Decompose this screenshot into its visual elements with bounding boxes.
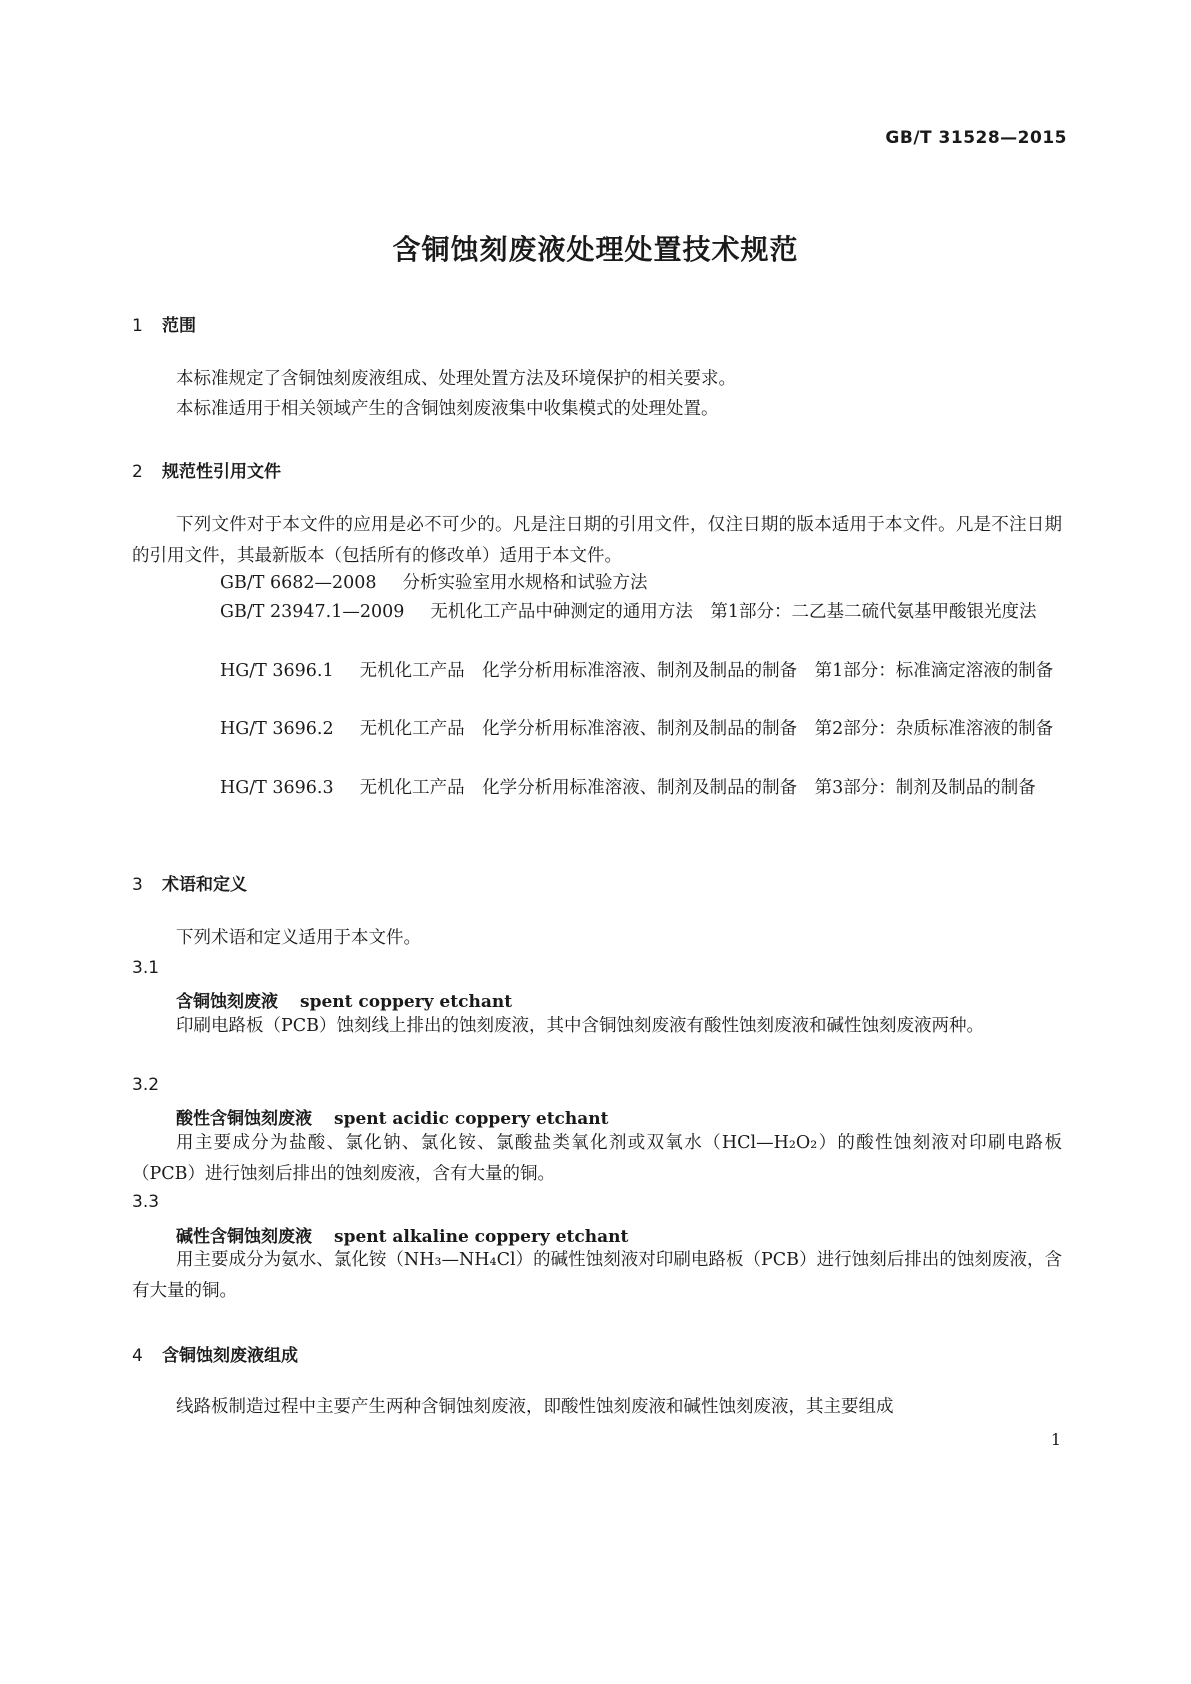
paragraph: 本标准适用于相关领域产生的含铜蚀刻废液集中收集模式的处理处置。 [176,399,719,419]
reference-code: GB/T 6682—2008 [220,573,377,593]
term-chinese: 含铜蚀刻废液 [176,992,278,1012]
section-2-heading [132,457,281,482]
reference-item [132,656,1062,687]
reference-code: GB/T 23947.1—2009 [220,602,405,622]
term-number: 3.3 [132,1192,160,1212]
reference-title: 无机化工产品 化学分析用标准溶液、制剂及制品的制备 第3部分：制剂及制品的制备 [359,778,1036,798]
term-english: spent acidic coppery etchant [334,1109,609,1129]
reference-title: 分析实验室用水规格和试验方法 [402,573,648,593]
paragraph: 线路板制造过程中主要产生两种含铜蚀刻废液，即酸性蚀刻废液和碱性蚀刻废液，其主要组成 [176,1397,894,1417]
term-heading [176,1104,608,1129]
term-english: spent coppery etchant [300,992,513,1012]
term-definition: 印刷电路板（PCB）蚀刻线上排出的蚀刻废液，其中含铜蚀刻废液有酸性蚀刻废液和碱性蚀刻废液两种。 [176,1016,985,1036]
reference-item [132,714,1062,745]
section-title: 规范性引用文件 [162,462,281,482]
section-title: 含铜蚀刻废液组成 [162,1346,298,1366]
term-definition: 用主要成分为盐酸、氯化钠、氯化铵、氯酸盐类氧化剂或双氧水（HCl—H₂O₂）的酸性蚀刻液对印刷电路板（PCB）进行蚀刻后排出的蚀刻废液，含有大量的铜。 [132,1133,1062,1184]
term-definition: 用主要成分为氨水、氯化铵（NH₃—NH₄Cl）的碱性蚀刻液对印刷电路板（PCB）进行蚀刻后排出的蚀刻废液，含有大量的铜。 [132,1250,1062,1301]
reference-code: HG/T 3696.2 [220,719,334,739]
paragraph: 下列术语和定义适用于本文件。 [176,928,421,948]
term-heading [176,1222,628,1247]
reference-code: HG/T 3696.1 [220,661,334,681]
reference-item [132,773,1062,804]
section-4-heading [132,1341,298,1366]
term-number: 3.1 [132,958,160,978]
paragraph: 本标准规定了含铜蚀刻废液组成、处理处置方法及环境保护的相关要求。 [176,369,736,389]
section-number: 1 [132,316,143,336]
term-chinese: 酸性含铜蚀刻废液 [176,1109,312,1129]
reference-item [132,597,1062,628]
section-1-heading [132,311,196,336]
term-heading [176,987,512,1012]
section-number: 2 [132,462,143,482]
reference-title: 无机化工产品中砷测定的通用方法 第1部分：二乙基二硫代氨基甲酸银光度法 [430,602,1037,622]
term-english: spent alkaline coppery etchant [334,1227,629,1247]
section-3-heading [132,870,247,895]
reference-title: 无机化工产品 化学分析用标准溶液、制剂及制品的制备 第1部分：标准滴定溶液的制备 [359,661,1054,681]
term-number: 3.2 [132,1075,160,1095]
page-number: 1 [1050,1430,1061,1449]
section-title: 范围 [162,316,196,336]
reference-code: HG/T 3696.3 [220,778,334,798]
paragraph: 下列文件对于本文件的应用是必不可少的。凡是注日期的引用文件，仅注日期的版本适用于本文件。凡是不注日期的引用文件，其最新版本（包括所有的修改单）适用于本文件。 [132,515,1062,566]
reference-item [132,568,1062,599]
section-number: 3 [132,875,143,895]
standard-code: GB/T 31528—2015 [885,128,1067,148]
document-title: 含铜蚀刻废液处理处置技术规范 [392,233,799,266]
section-number: 4 [132,1346,143,1366]
reference-title: 无机化工产品 化学分析用标准溶液、制剂及制品的制备 第2部分：杂质标准溶液的制备 [359,719,1054,739]
term-chinese: 碱性含铜蚀刻废液 [176,1227,312,1247]
section-title: 术语和定义 [162,875,247,895]
